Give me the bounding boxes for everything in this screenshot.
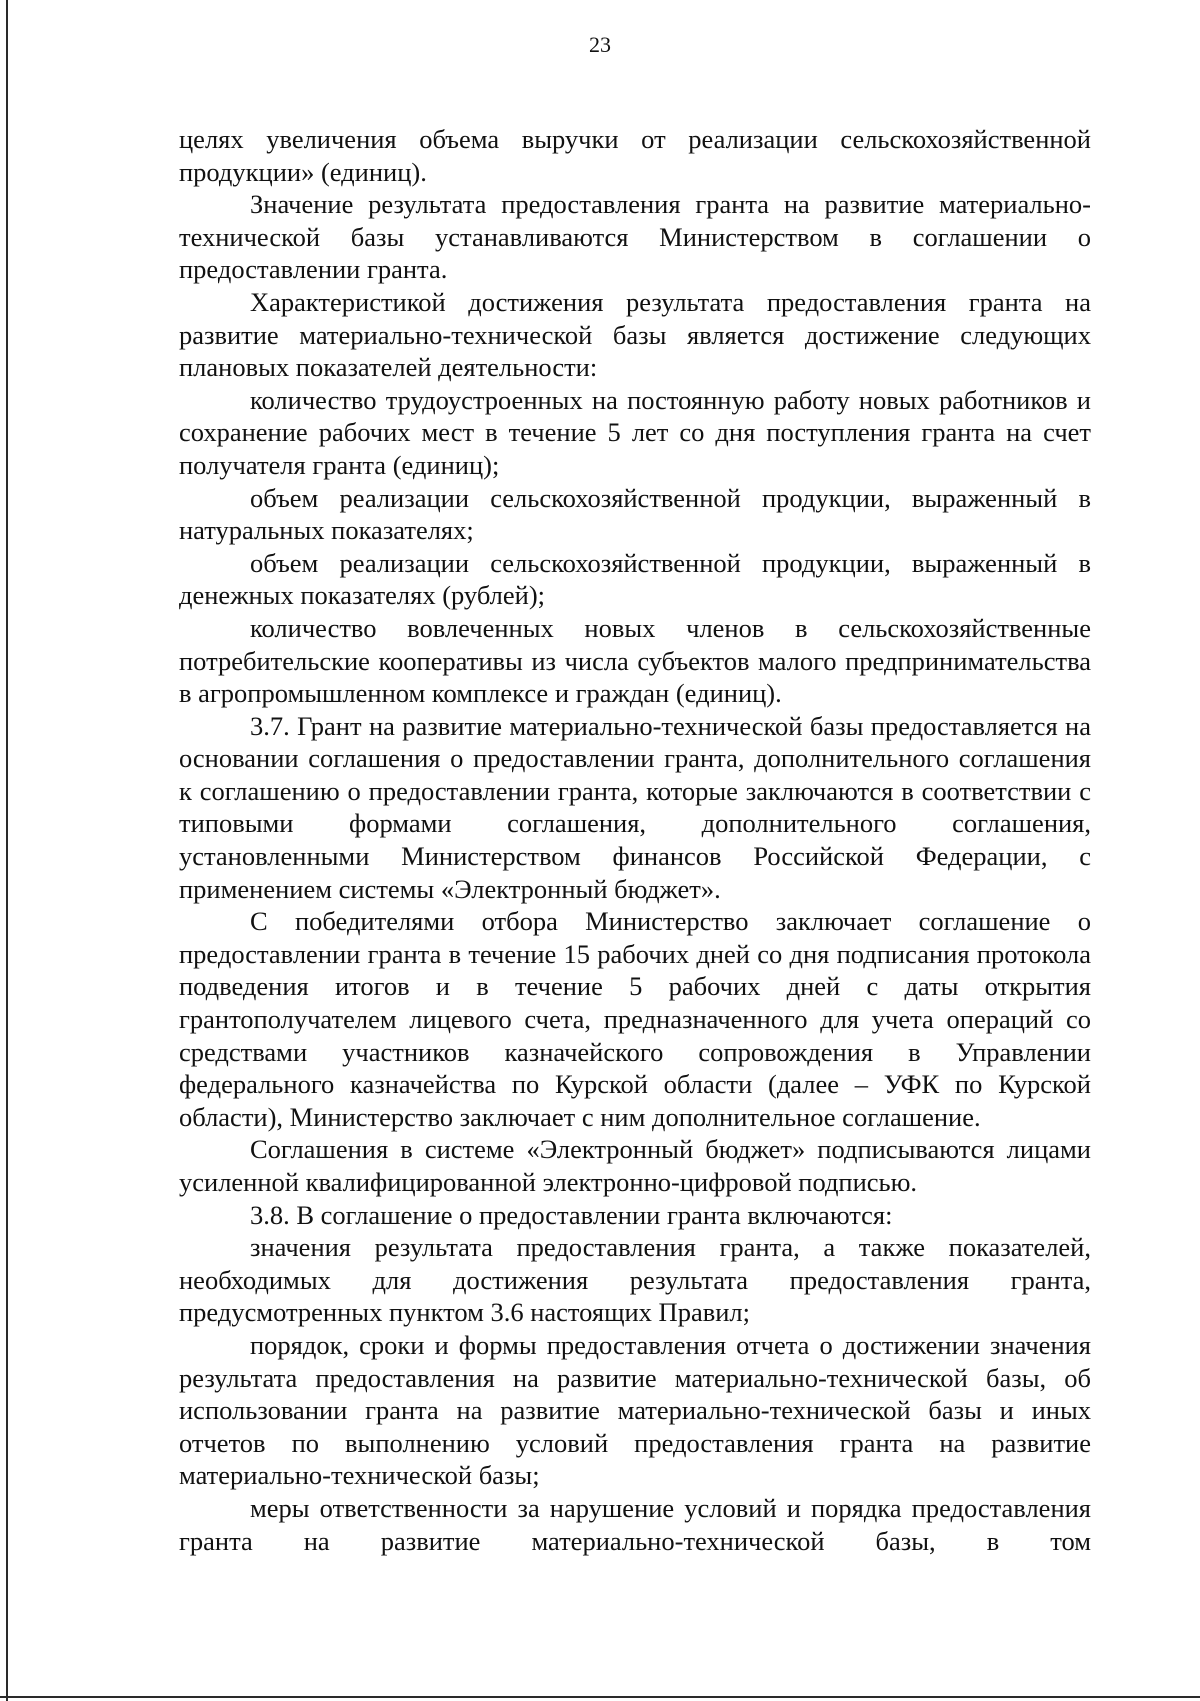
paragraph-winners-agreement: С победителями отбора Министерство заключает соглашение о предоставлении гранта в течение 15 рабочих дней со дня подписания протокола подведения итогов и в течение 5 рабочих дней с даты открытия грантополучателем лицевого счета, предназначенного для учета операций со средствами участников казначейского сопровождения в Управлении федерального казначейства по Курской области (далее – УФК по Курской области), Министерство заключает с ним дополнительное соглашение. bbox=[179, 906, 1091, 1132]
document-body bbox=[179, 123, 1091, 1557]
paragraph-characteristic: Характеристикой достижения результата предоставления гранта на развитие материально-технической базы является достижение следующих плановых показателей деятельности: bbox=[179, 286, 1091, 383]
paragraph-volume-natural: объем реализации сельскохозяйственной продукции, выраженный в натуральных показателях; bbox=[179, 482, 1091, 546]
paragraph-section-3-7: 3.7. Грант на развитие материально-технической базы предоставляется на основании соглашения о предоставлении гранта, дополнительного соглашения к соглашению о предоставлении гранта, которые заключаются в соответствии с типовыми формами соглашения, дополнительного соглашения, установленными Министерством финансов Российской Федерации, с применением системы «Электронный бюджет». bbox=[179, 710, 1091, 904]
paragraph-liability-measures: меры ответственности за нарушение условий и порядка предоставления гранта на развитие материально-технической базы, в том bbox=[179, 1492, 1091, 1556]
scan-edge-bottom bbox=[0, 1696, 1200, 1698]
paragraph-result-value: Значение результата предоставления гранта на развитие материально-технической базы устанавливаются Министерством в соглашении о предоставлении гранта. bbox=[179, 189, 1091, 285]
paragraph-result-values: значения результата предоставления гранта, а также показателей, необходимых для достижения результата предоставления гранта, предусмотренных пунктом 3.6 настоящих Правил; bbox=[179, 1232, 1091, 1328]
page-number: 23 bbox=[589, 32, 611, 57]
paragraph-report-procedure: порядок, сроки и формы предоставления отчета о достижении значения результата предоставления на развитие материально-технической базы, об использовании гранта на развитие материально-технической базы и иных отчетов по выполнению условий предоставления гранта на развитие материально-технической базы; bbox=[179, 1329, 1091, 1491]
paragraph-volume-monetary: объем реализации сельскохозяйственной продукции, выраженный в денежных показателях (рублей); bbox=[179, 547, 1091, 611]
paragraph-section-3-8: 3.8. В соглашение о предоставлении гранта включаются: bbox=[250, 1199, 893, 1230]
paragraph-cooperative-members: количество вовлеченных новых членов в сельскохозяйственные потребительские кооперативы из числа субъектов малого предпринимательства в агропромышленном комплексе и граждан (единиц). bbox=[179, 612, 1091, 709]
paragraph-employees-count: количество трудоустроенных на постоянную работу новых работников и сохранение рабочих мест в течение 5 лет со дня поступления гранта на счет получателя гранта (единиц); bbox=[179, 384, 1091, 480]
scan-edge-left bbox=[6, 0, 8, 1701]
paragraph-agreements-signing: Соглашения в системе «Электронный бюджет» подписываются лицами усиленной квалифицированной электронно-цифровой подписью. bbox=[179, 1134, 1091, 1197]
paragraph-continuation: целях увеличения объема выручки от реализации сельскохозяйственной продукции» (единиц). bbox=[179, 124, 1091, 187]
